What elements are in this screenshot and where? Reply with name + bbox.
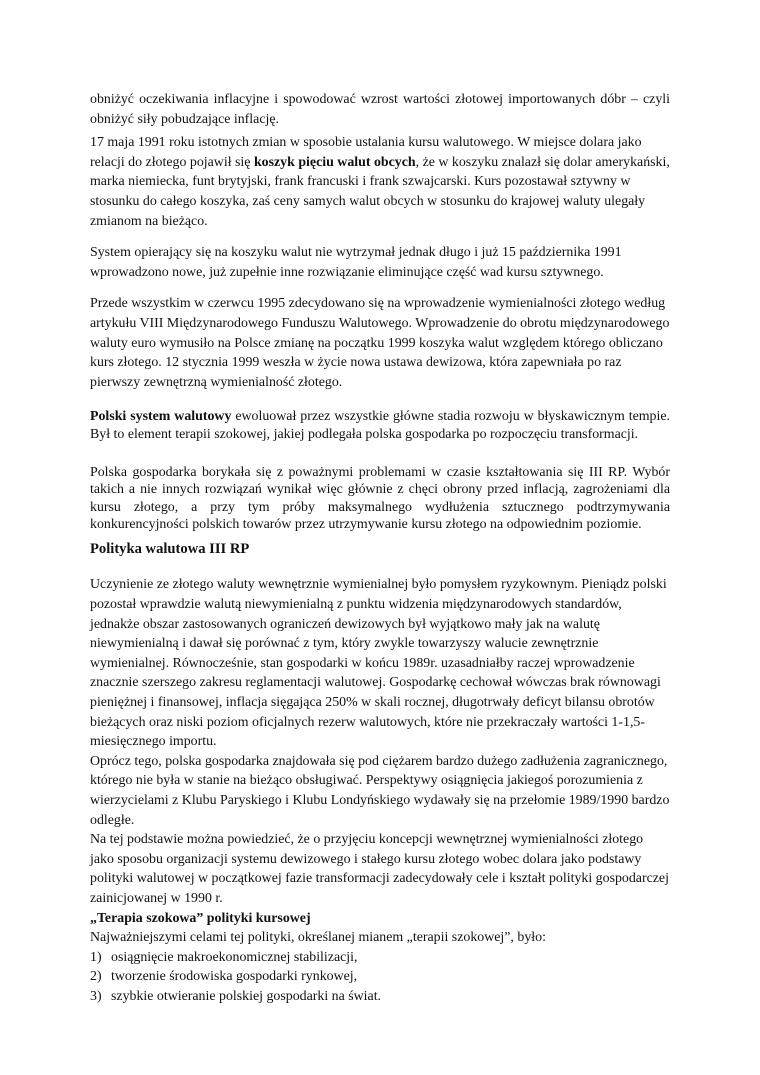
list-item-text: tworzenie środowiska gospodarki rynkowej, bbox=[111, 969, 358, 985]
paragraph-goals-intro: Najważniejszymi celami tej polityki, określanej mianem „terapii szokowej”, było: bbox=[90, 930, 546, 946]
subheading-shock-therapy bbox=[90, 909, 670, 929]
list-item-number: 1) bbox=[90, 949, 102, 965]
currency-system-bold: Polski system walutowy bbox=[90, 409, 232, 425]
paragraph-currency-basket-start: 17 maja 1991 roku istotnych zmian w sposobie ustalania kursu walutowego. W miejsce dolara jako relacji do złotego pojawił się bbox=[90, 135, 642, 170]
list-item-number: 2) bbox=[90, 969, 102, 985]
goals-list bbox=[90, 948, 670, 1007]
list-item bbox=[90, 948, 670, 968]
paragraph-foreign-debt: Oprócz tego, polska gospodarka znajdowała się pod ciężarem bardzo dużego zadłużenia zagranicznego, którego nie była w stanie na bieżąco obsługiwać. Perspektywy osiągnięcia jakiegoś porozumienia z wierzycielami z Klubu Paryskiego i Klubu Londyńskiego wydawały się na przełomie 1989/1990 bardzo odległe. bbox=[90, 753, 670, 828]
document-page bbox=[90, 90, 670, 1007]
list-item-number: 3) bbox=[90, 988, 102, 1004]
paragraph-inflation-expectations: obniżyć oczekiwania inflacyjne i spowodować wzrost wartości złotowej importowanych dóbr – czyli obniżyć siły pobudzające inflację. bbox=[90, 92, 670, 127]
paragraph-economy-problems: Polska gospodarka borykała się z poważnymi problemami w czasie kształtowania się III RP. Wybór takich a nie innych rozwiązań wynikał więc głównie z chęci obrony przed inflacją, zagrożeniami dla kursu złotego, a przy tym próby maksymalnego wydłużenia sztucznego podtrzymywania konkurencyjności polskich towarów przez utrzymywanie kursu złotego na odpowiednim poziomie. bbox=[90, 464, 670, 533]
list-item-text: osiągnięcie makroekonomicznej stabilizacji, bbox=[111, 949, 358, 965]
currency-basket-bold: koszyk pięciu walut obcych bbox=[253, 154, 416, 170]
list-item-text: szybkie otwieranie polskiej gospodarki na świat. bbox=[111, 988, 382, 1004]
paragraph-currency-basket bbox=[90, 133, 670, 231]
list-item bbox=[90, 967, 670, 987]
paragraph-convertibility: Przede wszystkim w czerwcu 1995 zdecydowano się na wprowadzenie wymienialności złotego według artykułu VIII Międzynarodowego Funduszu Walutowego. Wprowadzenie do obrotu międzynarodowego waluty euro wymusiło na Polsce zmianę na początku 1999 koszyka walut względem którego obliczano kurs złotego. 12 stycznia 1999 weszła w życie nowa ustawa dewizowa, która zapewniała po raz pierwszy zewnętrzną wymienialność złotego. bbox=[90, 296, 670, 390]
section-heading: Polityka walutowa III RP bbox=[90, 540, 250, 557]
currency-system-rest: ewoluował przez wszystkie główne stadia rozwoju w błyskawicznym tempie. Był to element terapii szokowej, jakiej podlegała polska gospodarka po rozpoczęciu transformacji. bbox=[90, 409, 670, 442]
subheading-text: „Terapia szokowa” polityki kursowej bbox=[90, 910, 311, 926]
paragraph-conclusion: Na tej podstawie można powiedzieć, że o przyjęciu koncepcji wewnętrznej wymienialności złotego jako sposobu organizacji systemu dewizowego i stałego kursu złotego wobec dolara jako podstawy polityki walutowej w początkowej fazie transformacji zadecydowały cele i kształt polityki gospodarczej zainicjowanej w 1990 r. bbox=[90, 832, 669, 906]
paragraph-internal-convertibility: Uczynienie ze złotego waluty wewnętrznie wymienialnej było pomysłem ryzykownym. Pieniądz polski pozostał wprawdzie walutą niewymienialną z punktu widzenia międzynarodowych standardów, jednakże obszar zastosowanych ograniczeń dewizowych był wyjątkowo mały jak na walutę niewymienialną i dawał się porównać z tym, który zwykle towarzyszy walucie zewnętrznie wymienialnej. Równocześnie, stan gospodarki w końcu 1989r. uzasadniałby raczej wprowadzenie znacznie szerszego zakresu reglamentacji walutowej. Gospodarkę cechował wówczas brak równowagi pieniężnej i finansowej, inflacja sięgająca 250% w skali rocznej, długotrwały deficyt bilansu obrotów bieżących oraz niski poziom oficjalnych rezerw walutowych, które nie przekraczały wartości 1-1,5-miesięcznego importu. bbox=[90, 577, 667, 750]
list-item bbox=[90, 987, 670, 1007]
paragraph-currency-basket-end: , że w koszyku znalazł się dolar amerykański, marka niemiecka, funt brytyjski, frank francuski i frank szwajcarski. Kurs pozostawał sztywny w stosunku do całego koszyka, zaś ceny samych walut obcych w stosunku do krajowej waluty ulegały zmianom na bieżąco. bbox=[90, 154, 670, 229]
paragraph-basket-system: System opierający się na koszyku walut nie wytrzymał jednak długo i już 15 października 1991 wprowadzono nowe, już zupełnie inne rozwiązanie eliminujące część wad kursu sztywnego. bbox=[90, 245, 622, 280]
paragraph-currency-system bbox=[90, 408, 670, 443]
